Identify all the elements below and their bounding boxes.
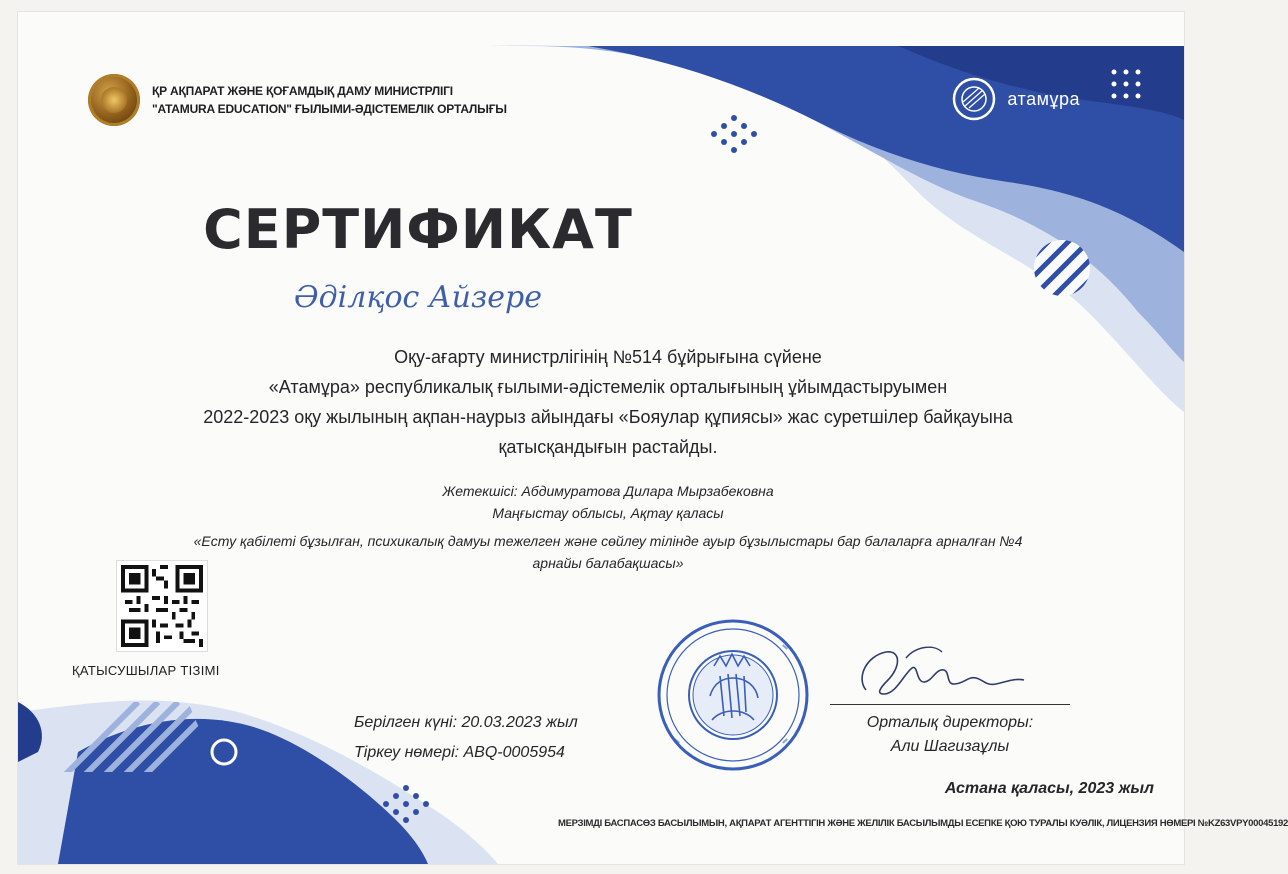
issuer-text	[152, 82, 507, 118]
body-line: Оқу-ағарту министрлігінің №514 бұйрығына сүйене	[394, 347, 822, 367]
certificate-body	[98, 342, 1118, 462]
certificate	[18, 12, 1288, 864]
center-line: "ATAMURA EDUCATION" ҒЫЛЫМИ-ӘДІСТЕМЕЛІК ОРТАЛЫҒЫ	[152, 102, 507, 116]
director-name: Али Шагизаұлы	[890, 738, 1010, 755]
participant-details	[58, 480, 1158, 574]
ministry-line: ҚР АҚПАРАТ ЖӘНЕ ҚОҒАМДЫҚ ДАМУ МИНИСТРЛІГІ	[152, 84, 453, 98]
school-line-1: «Есту қабілеті бұзылған, психикалық дамуы тежелген және сөйлеу тілінде ауыр бұзылыстары бар балаларға арналған №4	[193, 533, 1023, 549]
blue-dot-top	[741, 57, 767, 83]
issue-info	[354, 708, 578, 768]
certificate-title: СЕРТИФИКАТ	[203, 198, 633, 261]
registration-number: Тіркеу нөмері: ABQ-0005954	[354, 744, 565, 761]
footer-license-text: МЕРЗІМДІ БАСПАСӨЗ БАСЫЛЫМЫН, АҚПАРАТ АГЕНТТІГІН ЖӘНЕ ЖЕЛІЛІК БАСЫЛЫМДЫ ЕСЕПКЕ ҚОЮ ТУРАЛЫ КУӘЛІК, ЛИЦЕНЗИЯ НӨМЕРІ №KZ63VPY00045192	[558, 818, 1288, 829]
director-title: Орталық директоры:	[866, 714, 1034, 731]
region-line: Маңғыстау облысы, Ақтау қаласы	[492, 505, 724, 521]
director-signature	[830, 638, 1070, 706]
supervisor-line: Жетекшісі: Абдимуратова Дилара Мырзабековна	[442, 483, 774, 499]
dot-grid-top	[711, 115, 757, 153]
body-line: қатысқандығын растайды.	[498, 437, 718, 457]
body-line: 2022-2023 оқу жылының ақпан-наурыз айындағы «Бояулар құпиясы» жас суретшілер байқауына	[203, 407, 1013, 427]
qr-code[interactable]	[116, 560, 208, 652]
school-line-2: арнайы балабақшасы»	[532, 555, 684, 571]
director-signature-block	[830, 638, 1070, 759]
kazakhstan-emblem-icon	[88, 74, 140, 126]
qr-code-icon	[121, 565, 203, 647]
atamura-logo-icon	[951, 76, 997, 122]
city-year: Астана қаласы, 2023 жыл	[944, 780, 1154, 797]
brand-name: атамұра	[1007, 88, 1080, 109]
atamura-brand	[951, 76, 1080, 122]
issuer-header	[88, 74, 507, 126]
official-seal-stamp	[654, 616, 812, 774]
recipient-name: Әділқос Айзере	[294, 280, 542, 315]
body-line: «Атамұра» республикалық ғылыми-әдістемелік орталығының ұйымдастыруымен	[268, 377, 948, 397]
signature-line	[830, 704, 1070, 705]
participants-list-label[interactable]: ҚАТЫСУШЫЛАР ТІЗІМІ	[72, 663, 220, 678]
director-info	[830, 711, 1070, 759]
issue-date: Берілген күні: 20.03.2023 жыл	[354, 714, 578, 731]
